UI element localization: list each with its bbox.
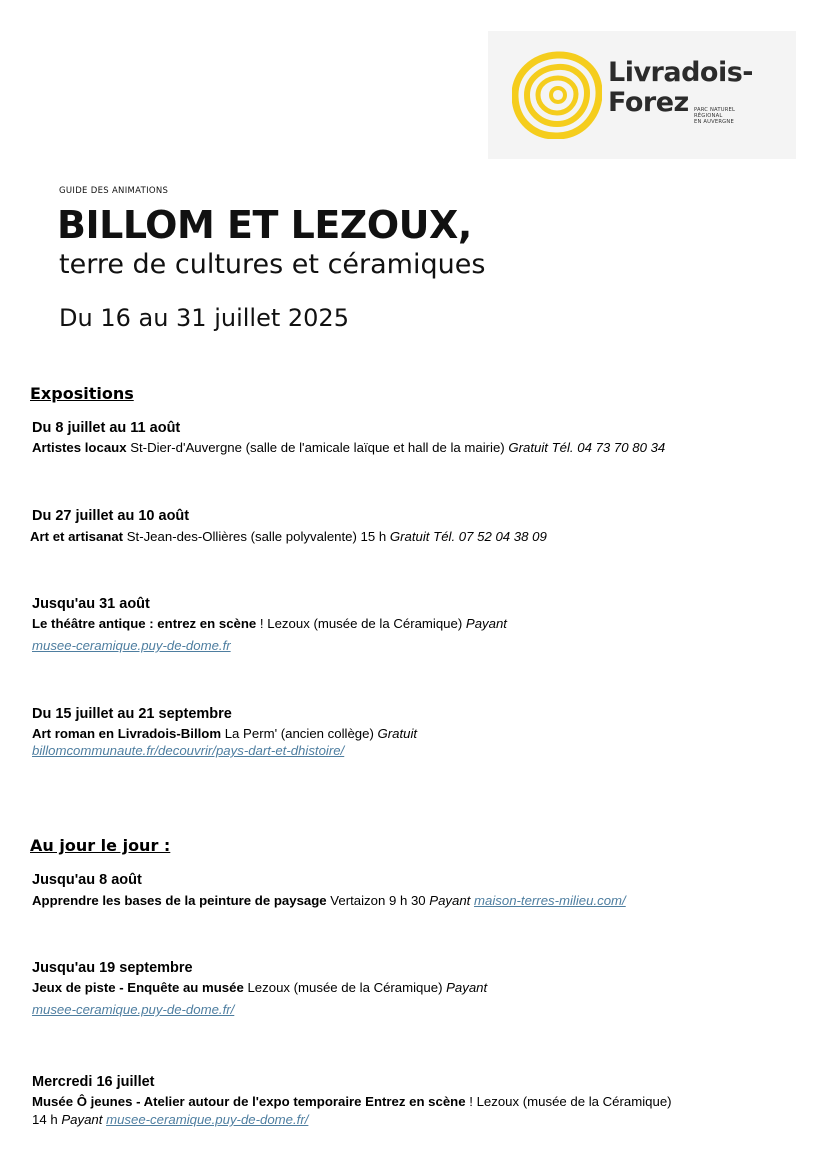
event-link[interactable]: musee-ceramique.puy-de-dome.fr/ — [106, 1112, 309, 1127]
section-heading-au-jour-le-jour: Au jour le jour : — [30, 836, 171, 855]
event-item — [32, 706, 417, 760]
event-name: Artistes locaux — [32, 440, 127, 455]
event-price: Payant — [429, 893, 471, 908]
event-details: ! Lezoux (musée de la Céramique) — [256, 616, 466, 631]
tree-rings-logo-icon — [512, 51, 602, 139]
event-date: Jusqu'au 8 août — [32, 872, 142, 888]
event-name: Le théâtre antique : entrez en scène — [32, 616, 257, 631]
event-price: Payant — [465, 616, 507, 631]
event-link[interactable]: billomcommunaute.fr/decouvrir/pays-dart-et-dhistoire/ — [32, 743, 345, 758]
event-name: Art et artisanat — [30, 529, 124, 544]
logo-subtitle: PARC NATUREL RÉGIONAL EN AUVERGNE — [694, 107, 736, 125]
event-price: Gratuit — [377, 726, 418, 741]
event-line — [32, 439, 665, 457]
page-subtitle: terre de cultures et céramiques — [59, 249, 486, 280]
event-item — [32, 1074, 672, 1129]
logo — [488, 31, 796, 159]
guide-kicker: GUIDE DES ANIMATIONS — [59, 186, 169, 196]
event-name: Apprendre les bases de la peinture de paysage — [32, 893, 327, 908]
event-line — [32, 1093, 672, 1111]
event-link-line — [32, 637, 507, 655]
event-line — [32, 615, 507, 633]
event-date: Mercredi 16 juillet — [32, 1074, 155, 1090]
event-details: La Perm' (ancien collège) — [221, 726, 378, 741]
event-item — [32, 960, 487, 1019]
event-time: 14 h — [32, 1112, 62, 1127]
event-phone: Tél. 07 52 04 38 09 — [429, 529, 547, 544]
section-heading-expositions: Expositions — [30, 384, 134, 403]
event-item — [32, 872, 626, 910]
page-title: BILLOM ET LEZOUX, — [57, 203, 472, 247]
event-phone: Tél. 04 73 70 80 34 — [547, 440, 666, 455]
event-item — [32, 420, 665, 457]
event-line — [32, 725, 417, 743]
event-details: ! Lezoux (musée de la Céramique) — [465, 1094, 672, 1109]
event-price: Gratuit — [508, 440, 548, 455]
event-details: Lezoux (musée de la Céramique) — [243, 980, 447, 995]
event-link-line — [32, 1001, 487, 1019]
event-price: Payant — [61, 1112, 103, 1127]
event-link-line — [32, 742, 417, 760]
event-link[interactable]: maison-terres-milieu.com/ — [474, 893, 626, 908]
event-name: Art roman en Livradois-Billom — [32, 726, 222, 741]
event-item — [32, 596, 507, 655]
event-line — [32, 979, 487, 997]
event-line — [32, 892, 626, 910]
event-date: Du 27 juillet au 10 août — [32, 508, 190, 524]
event-line — [32, 1111, 672, 1129]
event-date: Jusqu'au 19 septembre — [32, 960, 193, 976]
event-details: St-Jean-des-Ollières (salle polyvalente) 15 h — [123, 529, 390, 544]
event-date: Jusqu'au 31 août — [32, 596, 150, 612]
date-range: Du 16 au 31 juillet 2025 — [59, 304, 349, 332]
event-details: St-Dier-d'Auvergne (salle de l'amicale laïque et hall de la mairie) — [126, 440, 509, 455]
event-name: Jeux de piste - Enquête au musée — [32, 980, 244, 995]
event-line — [30, 528, 547, 546]
event-date: Du 15 juillet au 21 septembre — [32, 706, 232, 722]
event-details: Vertaizon 9 h 30 — [326, 893, 430, 908]
logo-title: Livradois- Forez — [608, 57, 754, 118]
event-name: Musée Ô jeunes - Atelier autour de l'expo temporaire Entrez en scène — [32, 1094, 466, 1109]
event-item — [32, 508, 547, 546]
event-price: Payant — [446, 980, 488, 995]
event-price: Gratuit — [389, 529, 430, 544]
event-date: Du 8 juillet au 11 août — [32, 420, 181, 436]
event-link[interactable]: musee-ceramique.puy-de-dome.fr — [32, 638, 231, 653]
event-link[interactable]: musee-ceramique.puy-de-dome.fr/ — [32, 1002, 235, 1017]
